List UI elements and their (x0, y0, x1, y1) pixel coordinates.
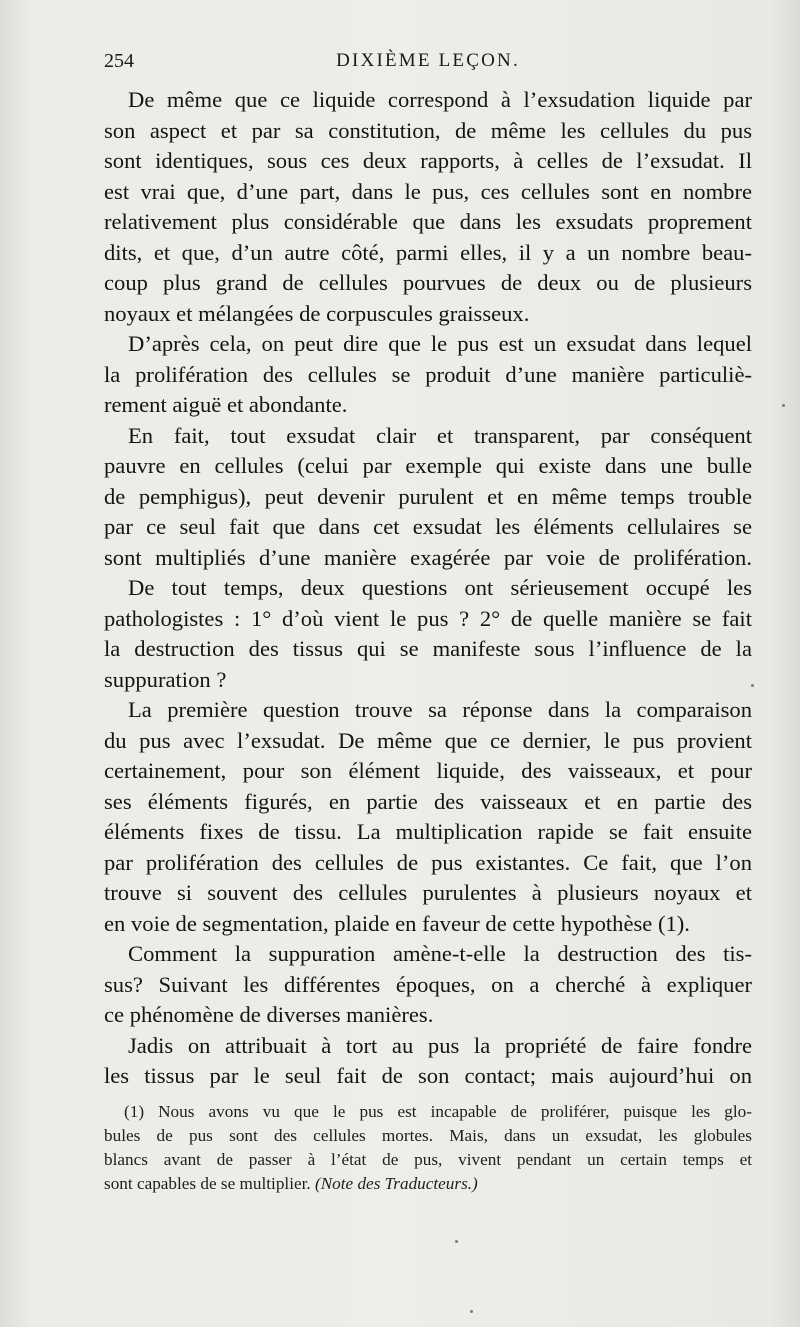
running-title: DIXIÈME LEÇON. (336, 50, 520, 71)
text-line: son aspect et par sa constitution, de même les cellules du pus (104, 117, 752, 143)
text-line: suppuration ? (104, 666, 227, 692)
translators-note-label: (Note des Traducteurs.) (314, 1174, 478, 1193)
text-line: les tissus par le seul fait de son contact; mais aujourd’hui on (104, 1063, 752, 1088)
text-line: certainement, pour son élément liquide, des vaisseaux, et pour (104, 758, 752, 783)
print-speck (455, 1240, 458, 1243)
text-line: Comment la suppuration amène-t-elle la destruction des tis- (128, 941, 752, 966)
print-speck (782, 404, 785, 407)
text-line: D’après cela, on peut dire que le pus est un exsudat dans lequel (128, 331, 752, 356)
text-line: La première question trouve sa réponse dans la comparaison (128, 697, 752, 722)
footnote-line: (1) Nous avons vu que le pus est incapable de proliférer, puisque les glo- (124, 1102, 752, 1121)
text-line: De tout temps, deux questions ont sérieusement occupé les (128, 575, 752, 600)
footnote-last-line (104, 1172, 752, 1196)
text-line: noyaux et mélangées de corpuscules graisseux. (104, 300, 530, 326)
text-line: en voie de segmentation, plaide en faveur de cette hypothèse (1). (104, 910, 690, 936)
text-line: sont multipliés d’une manière exagérée par voie de prolifération. (104, 544, 752, 570)
text-line: ce phénomène de diverses manières. (104, 1002, 434, 1027)
text-line: éléments fixes de tissu. La multiplication rapide se fait ensuite (104, 819, 752, 844)
text-line: sont identiques, sous ces deux rapports, à celles de l’exsudat. Il (104, 148, 752, 173)
text-line: trouve si souvent des cellules purulentes à plusieurs noyaux et (104, 880, 752, 905)
text-line: coup plus grand de cellules pourvues de deux ou de plusieurs (104, 270, 752, 295)
footnote-line: bules de pus sont des cellules mortes. Mais, dans un exsudat, les globules (104, 1126, 752, 1145)
text-line: relativement plus considérable que dans les exsudats proprement (104, 209, 752, 234)
text-line: la prolifération des cellules se produit d’une manière particuliè- (104, 361, 752, 387)
page-number: 254 (104, 50, 134, 72)
text-line: du pus avec l’exsudat. De même que ce dernier, le pus provient (104, 727, 752, 753)
text-line: est vrai que, d’une part, dans le pus, ces cellules sont en nombre (104, 178, 752, 204)
text-line: ses éléments figurés, en partie des vaisseaux et en partie des (104, 788, 752, 814)
footnote (104, 1100, 752, 1196)
print-speck (751, 684, 754, 687)
page-header (104, 44, 752, 78)
text-line: par ce seul fait que dans cet exsudat les éléments cellulaires se (104, 514, 752, 539)
text-line: de pemphigus), peut devenir purulent et en même temps trouble (104, 483, 752, 509)
text-line: De même que ce liquide correspond à l’exsudation liquide par (128, 87, 752, 112)
text-line: dits, et que, d’un autre côté, parmi elles, il y a un nombre beau- (104, 239, 752, 265)
body-text (104, 85, 752, 1092)
text-line: la destruction des tissus qui se manifeste sous l’influence de la (104, 636, 752, 661)
footnote-line: sont capables de se multiplier. (104, 1174, 311, 1193)
text-line: sus? Suivant les différentes époques, on a cherché à expliquer (104, 971, 752, 997)
text-line: rement aiguë et abondante. (104, 392, 348, 417)
text-line: Jadis on attribuait à tort au pus la propriété de faire fondre (128, 1032, 752, 1058)
text-line: pathologistes : 1° d’où vient le pus ? 2° de quelle manière se fait (104, 605, 752, 631)
text-line: En fait, tout exsudat clair et transparent, par conséquent (128, 422, 752, 448)
footnote-line: blancs avant de passer à l’état de pus, vivent pendant un certain temps et (104, 1150, 752, 1169)
print-speck (470, 1310, 473, 1313)
text-line: par prolifération des cellules de pus existantes. Ce fait, que l’on (104, 849, 752, 875)
text-line: pauvre en cellules (celui par exemple qui existe dans une bulle (104, 453, 752, 478)
